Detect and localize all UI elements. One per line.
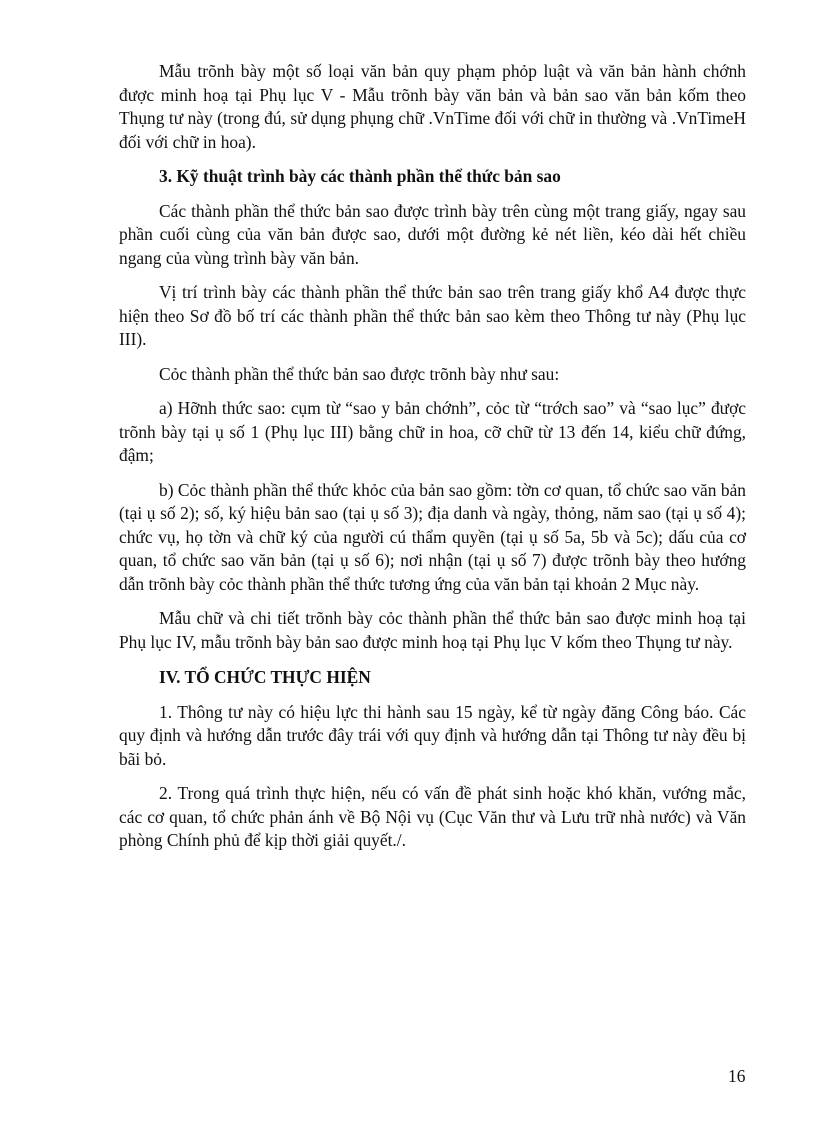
section-heading-copy-formatting: 3. Kỹ thuật trình bày các thành phần thể thức bản sao bbox=[159, 166, 561, 186]
paragraph-copy-components-b: b) Cỏc thành phần thể thức khỏc của bản sao gồm: tờn cơ quan, tổ chức sao văn bản (tại ụ số 2); số, ký hiệu bản sao (tại ụ số 3); địa danh và ngày, thỏng, năm sao (tại ụ số 4); chức vụ, họ tờn và chữ ký của người cú thẩm quyền (tại ụ số 5a, 5b và 5c); dấu của cơ quan, tổ chức sao văn bản (tại ụ số 6); nơi nhận (tại ụ số 7) được trõnh bày theo hướng dẫn trõnh bày cỏc thành phần thể thức tương ứng của văn bản tại khoản 2 Mục này. bbox=[119, 479, 746, 594]
paragraph-copy-components-position: Vị trí trình bày các thành phần thể thức bản sao trên trang giấy khổ A4 được thực hiện theo Sơ đồ bố trí các thành phần thể thức bản sao kèm theo Thông tư này (Phụ lục III). bbox=[119, 282, 746, 349]
section-heading-implementation: IV. TỔ CHỨC THỰC HIỆN bbox=[159, 667, 371, 687]
page-number: 16 bbox=[728, 1066, 746, 1086]
paragraph-copy-form-a: a) Hỡnh thức sao: cụm từ “sao y bản chớnh”, cỏc từ “trớch sao” và “sao lục” được trõnh bày tại ụ số 1 (Phụ lục III) bằng chữ in hoa, cỡ chữ từ 13 đến 14, kiểu chữ đứng, đậm; bbox=[119, 398, 746, 465]
paragraph-copy-samples: Mẫu chữ và chi tiết trõnh bày cỏc thành phần thể thức bản sao được minh hoạ tại Phụ lục IV, mẫu trõnh bày bản sao được minh hoạ tại Phụ lục V kốm theo Thụng tư này. bbox=[119, 608, 746, 652]
paragraph-effective-date: 1. Thông tư này có hiệu lực thi hành sau 15 ngày, kể từ ngày đăng Công báo. Các quy định và hướng dẫn trước đây trái với quy định và hướng dẫn tại Thông tư này đều bị bãi bỏ. bbox=[119, 701, 746, 769]
paragraph-copy-components-intro: Cỏc thành phần thể thức bản sao được trõnh bày như sau: bbox=[159, 363, 560, 384]
paragraph-feedback: 2. Trong quá trình thực hiện, nếu có vấn đề phát sinh hoặc khó khăn, vướng mắc, các cơ quan, tổ chức phản ánh về Bộ Nội vụ (Cục Văn thư và Lưu trữ nhà nước) và Văn phòng Chính phủ để kịp thời giải quyết./. bbox=[119, 783, 746, 850]
document-page bbox=[119, 60, 746, 853]
paragraph-template-samples: Mẫu trõnh bày một số loại văn bản quy phạm phỏp luật và văn bản hành chớnh được minh hoạ tại Phụ lục V - Mẫu trõnh bày văn bản và bản sao văn bản kốm theo Thụng tư này (trong đú, sử dụng phụng chữ .VnTime đối với chữ in thường và .VnTimeH đối với chữ in hoa). bbox=[119, 61, 746, 152]
paragraph-copy-components-layout: Các thành phần thể thức bản sao được trình bày trên cùng một trang giấy, ngay sau phần cuối cùng của văn bản được sao, dưới một đường kẻ nét liền, kéo dài hết chiều ngang của vùng trình bày văn bản. bbox=[119, 200, 746, 268]
